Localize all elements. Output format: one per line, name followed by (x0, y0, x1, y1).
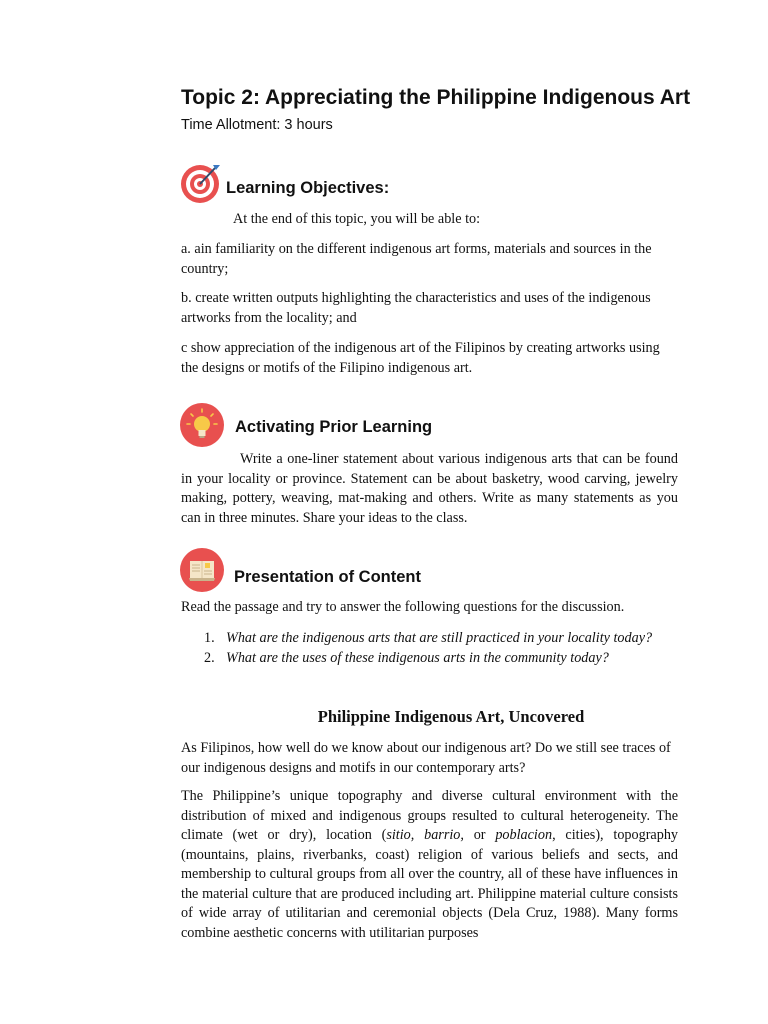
question-item (204, 628, 652, 648)
page-title: Topic 2: Appreciating the Philippine Indigenous Art (181, 86, 691, 109)
para2-or: or (463, 827, 496, 843)
lightbulb-icon (180, 403, 224, 447)
para2-sitio: sitio, (386, 827, 415, 843)
para2-text-b: , cities), topography (mountains, plains, riverbanks, coast) religion of various beliefs and sects, and membership to cultural groups from all over the country, all of these have influences in the material culture that are produced including art. Philippine material culture consists of wide array of utilitarian and ceremonial objects (Dela Cruz, 1988). Many forms combine aesthetic concerns with utilitarian purposes (181, 827, 679, 941)
learning-objectives-heading: Learning Objectives: (226, 179, 390, 197)
para2-barrio: barrio, (424, 827, 464, 843)
question-text: What are the uses of these indigenous arts in the community today? (226, 650, 609, 666)
time-allotment: Time Allotment: 3 hours (181, 117, 333, 133)
discussion-questions (204, 628, 652, 668)
target-icon (180, 162, 222, 204)
question-text: What are the indigenous arts that are still practiced in your locality today? (226, 630, 653, 646)
para2-poblacion: poblacion (495, 827, 553, 843)
para2-text-a: The Philippine’s unique topography and diverse cultural environment with the distribution of mixed and indigenous groups resulted to cultural heterogeneity. The climate (wet or dry), location ( (181, 788, 678, 843)
article-paragraph-1: As Filipinos, how well do we know about our indigenous art? Do we still see traces of our indigenous designs and motifs in our contemporary arts? (181, 740, 671, 776)
objectives-intro: At the end of this topic, you will be able to: (233, 211, 481, 227)
book-icon (180, 548, 224, 592)
objective-a: a. ain familiarity on the different indigenous art forms, materials and sources in the country; (181, 241, 652, 277)
question-number: 1. (204, 630, 215, 646)
question-item (204, 648, 652, 668)
presentation-intro: Read the passage and try to answer the following questions for the discussion. (181, 599, 625, 615)
activating-heading: Activating Prior Learning (235, 418, 433, 436)
question-number: 2. (204, 650, 215, 666)
activating-body: Write a one-liner statement about various indigenous arts that can be found in your locality or province. Statement can be about basketry, wood carving, jewelry making, pottery, weaving, mat-making and others. Write as many statements as you can in three minutes. Share your ideas to the class. (181, 451, 678, 526)
article-paragraph-2 (181, 787, 678, 943)
objective-b: b. create written outputs highlighting the characteristics and uses of the indigenous artworks from the locality; and (181, 290, 651, 326)
objective-c: c show appreciation of the indigenous art of the Filipinos by creating artworks using the designs or motifs of the Filipino indigenous art. (181, 340, 660, 376)
article-heading: Philippine Indigenous Art, Uncovered (317, 707, 585, 726)
presentation-heading: Presentation of Content (234, 568, 422, 586)
